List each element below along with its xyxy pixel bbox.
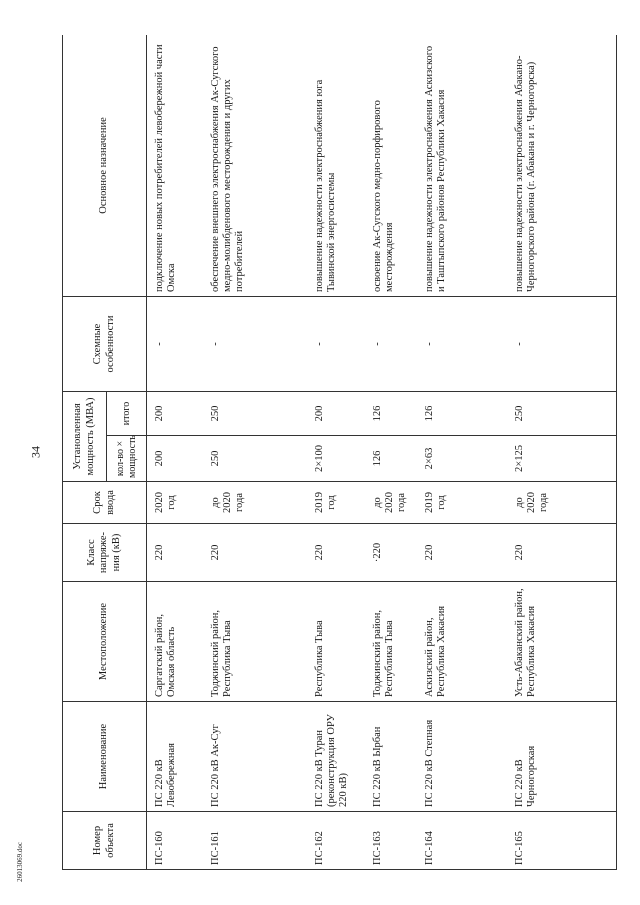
row-purpose: повышение надежности электроснабжения Аскизского и Таштыпского районов Республики Хакасия <box>417 35 507 297</box>
header-code: Номер объекта <box>63 812 147 870</box>
row-name: ПС 220 кВ Ак-Суг <box>203 702 307 812</box>
row-code: ПС-161 <box>203 812 307 870</box>
row-location: Тоджинский район, Республика Тыва <box>365 582 417 702</box>
row-voltage: ·220 <box>365 524 417 582</box>
header-total: итого <box>107 392 147 436</box>
document-code: 26013069.doc <box>16 842 24 882</box>
table-body <box>147 35 617 870</box>
row-term: до 2020 года <box>365 482 417 524</box>
table-row <box>147 35 203 870</box>
row-count-power: 126 <box>365 436 417 482</box>
row-voltage: 220 <box>147 524 203 582</box>
header-count-power: кол-во × мощность <box>107 436 147 482</box>
table-row <box>417 35 507 870</box>
rotated-table-frame <box>62 35 627 870</box>
row-scheme: - <box>203 297 307 392</box>
row-location: Аскизский район, Республика Хакасия <box>417 582 507 702</box>
row-code: ПС-160 <box>147 812 203 870</box>
row-total: 250 <box>203 392 307 436</box>
row-scheme: - <box>307 297 365 392</box>
row-count-power: 2×100 <box>307 436 365 482</box>
row-purpose: повышение надежности электроснабжения Абакано-Черногорского района (г. Абакана и г. Черногорска) <box>507 35 617 297</box>
row-voltage: 220 <box>203 524 307 582</box>
row-scheme: - <box>417 297 507 392</box>
header-term: Срок ввода <box>63 482 147 524</box>
table-row <box>507 35 617 870</box>
table-container <box>62 35 627 870</box>
header-location: Местоположение <box>63 582 147 702</box>
row-location: Тоджинский район, Республика Тыва <box>203 582 307 702</box>
row-scheme: - <box>147 297 203 392</box>
row-name: ПС 220 кВ Черногорская <box>507 702 617 812</box>
row-voltage: 220 <box>307 524 365 582</box>
row-total: 200 <box>307 392 365 436</box>
row-count-power: 200 <box>147 436 203 482</box>
row-purpose: освоение Ак-Сугского медно-порфирового месторождения <box>365 35 417 297</box>
row-total: 126 <box>365 392 417 436</box>
header-voltage: Класс напряже-ния (кВ) <box>63 524 147 582</box>
table-row <box>365 35 417 870</box>
row-purpose: подключение новых потребителей левобережной части Омска <box>147 35 203 297</box>
row-code: ПС-165 <box>507 812 617 870</box>
substations-table <box>62 35 617 870</box>
row-count-power: 2×63 <box>417 436 507 482</box>
row-term: до 2020 года <box>507 482 617 524</box>
header-purpose: Основное назначение <box>63 35 147 297</box>
table-row <box>203 35 307 870</box>
row-count-power: 250 <box>203 436 307 482</box>
row-name: ПС 220 кВ Туран (реконструкция ОРУ 220 кВ) <box>307 702 365 812</box>
row-term: до 2020 года <box>203 482 307 524</box>
row-voltage: 220 <box>507 524 617 582</box>
row-scheme: - <box>507 297 617 392</box>
row-location: Саргатский район, Омская область <box>147 582 203 702</box>
page-number: 34 <box>28 446 43 458</box>
row-name: ПС 220 кВ Левобережная <box>147 702 203 812</box>
row-location: Республика Тыва <box>307 582 365 702</box>
row-code: ПС-164 <box>417 812 507 870</box>
row-term: 2020 год <box>147 482 203 524</box>
row-code: ПС-162 <box>307 812 365 870</box>
row-name: ПС 220 кВ Степная <box>417 702 507 812</box>
row-location: Усть-Абаканский район, Республика Хакасия <box>507 582 617 702</box>
row-voltage: 220 <box>417 524 507 582</box>
header-capacity: Установленная мощность (МВА) <box>63 392 107 482</box>
row-total: 250 <box>507 392 617 436</box>
row-total: 200 <box>147 392 203 436</box>
row-name: ПС 220 кВ Ырбан <box>365 702 417 812</box>
row-term: 2019 год <box>417 482 507 524</box>
row-scheme: - <box>365 297 417 392</box>
row-term: 2019 год <box>307 482 365 524</box>
table-row <box>307 35 365 870</box>
table-header <box>63 35 147 870</box>
row-code: ПС-163 <box>365 812 417 870</box>
header-scheme: Схемные особенности <box>63 297 147 392</box>
header-name: Наименование <box>63 702 147 812</box>
row-total: 126 <box>417 392 507 436</box>
row-purpose: повышение надежности электроснабжения юга Тывинской энергосистемы <box>307 35 365 297</box>
row-count-power: 2×125 <box>507 436 617 482</box>
row-purpose: обеспечение внешнего электроснабжения Ак-Сугского медно-молибденового месторождения и других потребителей <box>203 35 307 297</box>
